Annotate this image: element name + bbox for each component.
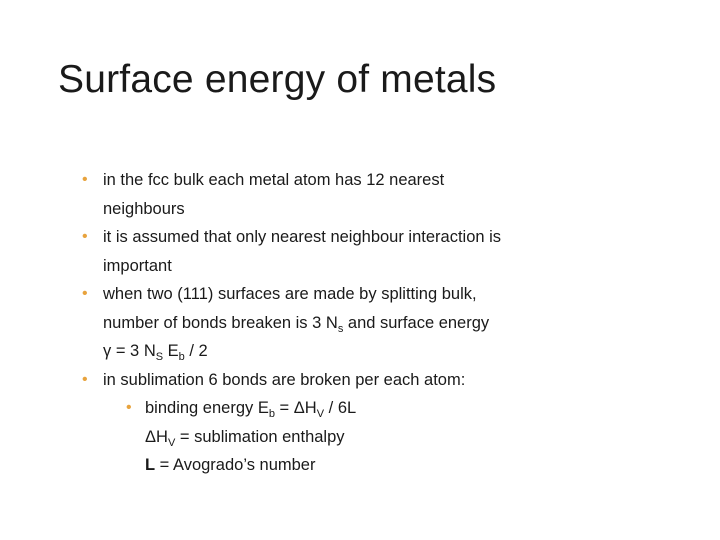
binding-energy-formula: binding energy $E_b = \Delta H_V / 6L$ bbox=[145, 399, 357, 420]
bullet-item-3 bbox=[82, 280, 692, 366]
bullet-list bbox=[82, 166, 692, 480]
slide-title: Surface energy of metals bbox=[58, 58, 497, 101]
bullet-icon: • bbox=[82, 370, 88, 388]
bullet-item-4 bbox=[82, 366, 692, 395]
definition-avogadro: L = Avogrado’s number bbox=[145, 456, 316, 474]
bullet-text-continued: neighbours bbox=[103, 199, 185, 218]
avogadro-symbol: L bbox=[145, 456, 156, 474]
bullet-text-continued: number of bonds breaken is 3 $N_s$ and surface energy bbox=[103, 313, 490, 335]
definition-enthalpy: $\Delta H_V$ = sublimation enthalpy bbox=[145, 427, 345, 449]
bullet-item-1 bbox=[82, 166, 692, 223]
bullet-text: when two (111) surfaces are made by splitting bulk, bbox=[103, 285, 477, 303]
bullet-text: it is assumed that only nearest neighbour interaction is bbox=[103, 228, 502, 246]
bullet-icon: • bbox=[82, 285, 88, 302]
bullet-text-continued: important bbox=[103, 256, 172, 275]
surface-energy-formula: γ = 3 $N_S$ $E_b / 2$ bbox=[103, 342, 208, 363]
bullet-item-2 bbox=[82, 223, 692, 280]
bullet-text: in the fcc bulk each metal atom has 12 nearest bbox=[103, 171, 445, 189]
bullet-text: in sublimation 6 bonds are broken per each atom: bbox=[103, 370, 466, 389]
bullet-icon: • bbox=[82, 228, 88, 245]
bullet-icon: • bbox=[126, 399, 132, 416]
bullet-icon: • bbox=[82, 171, 88, 188]
sub-bullet-item bbox=[82, 394, 692, 423]
